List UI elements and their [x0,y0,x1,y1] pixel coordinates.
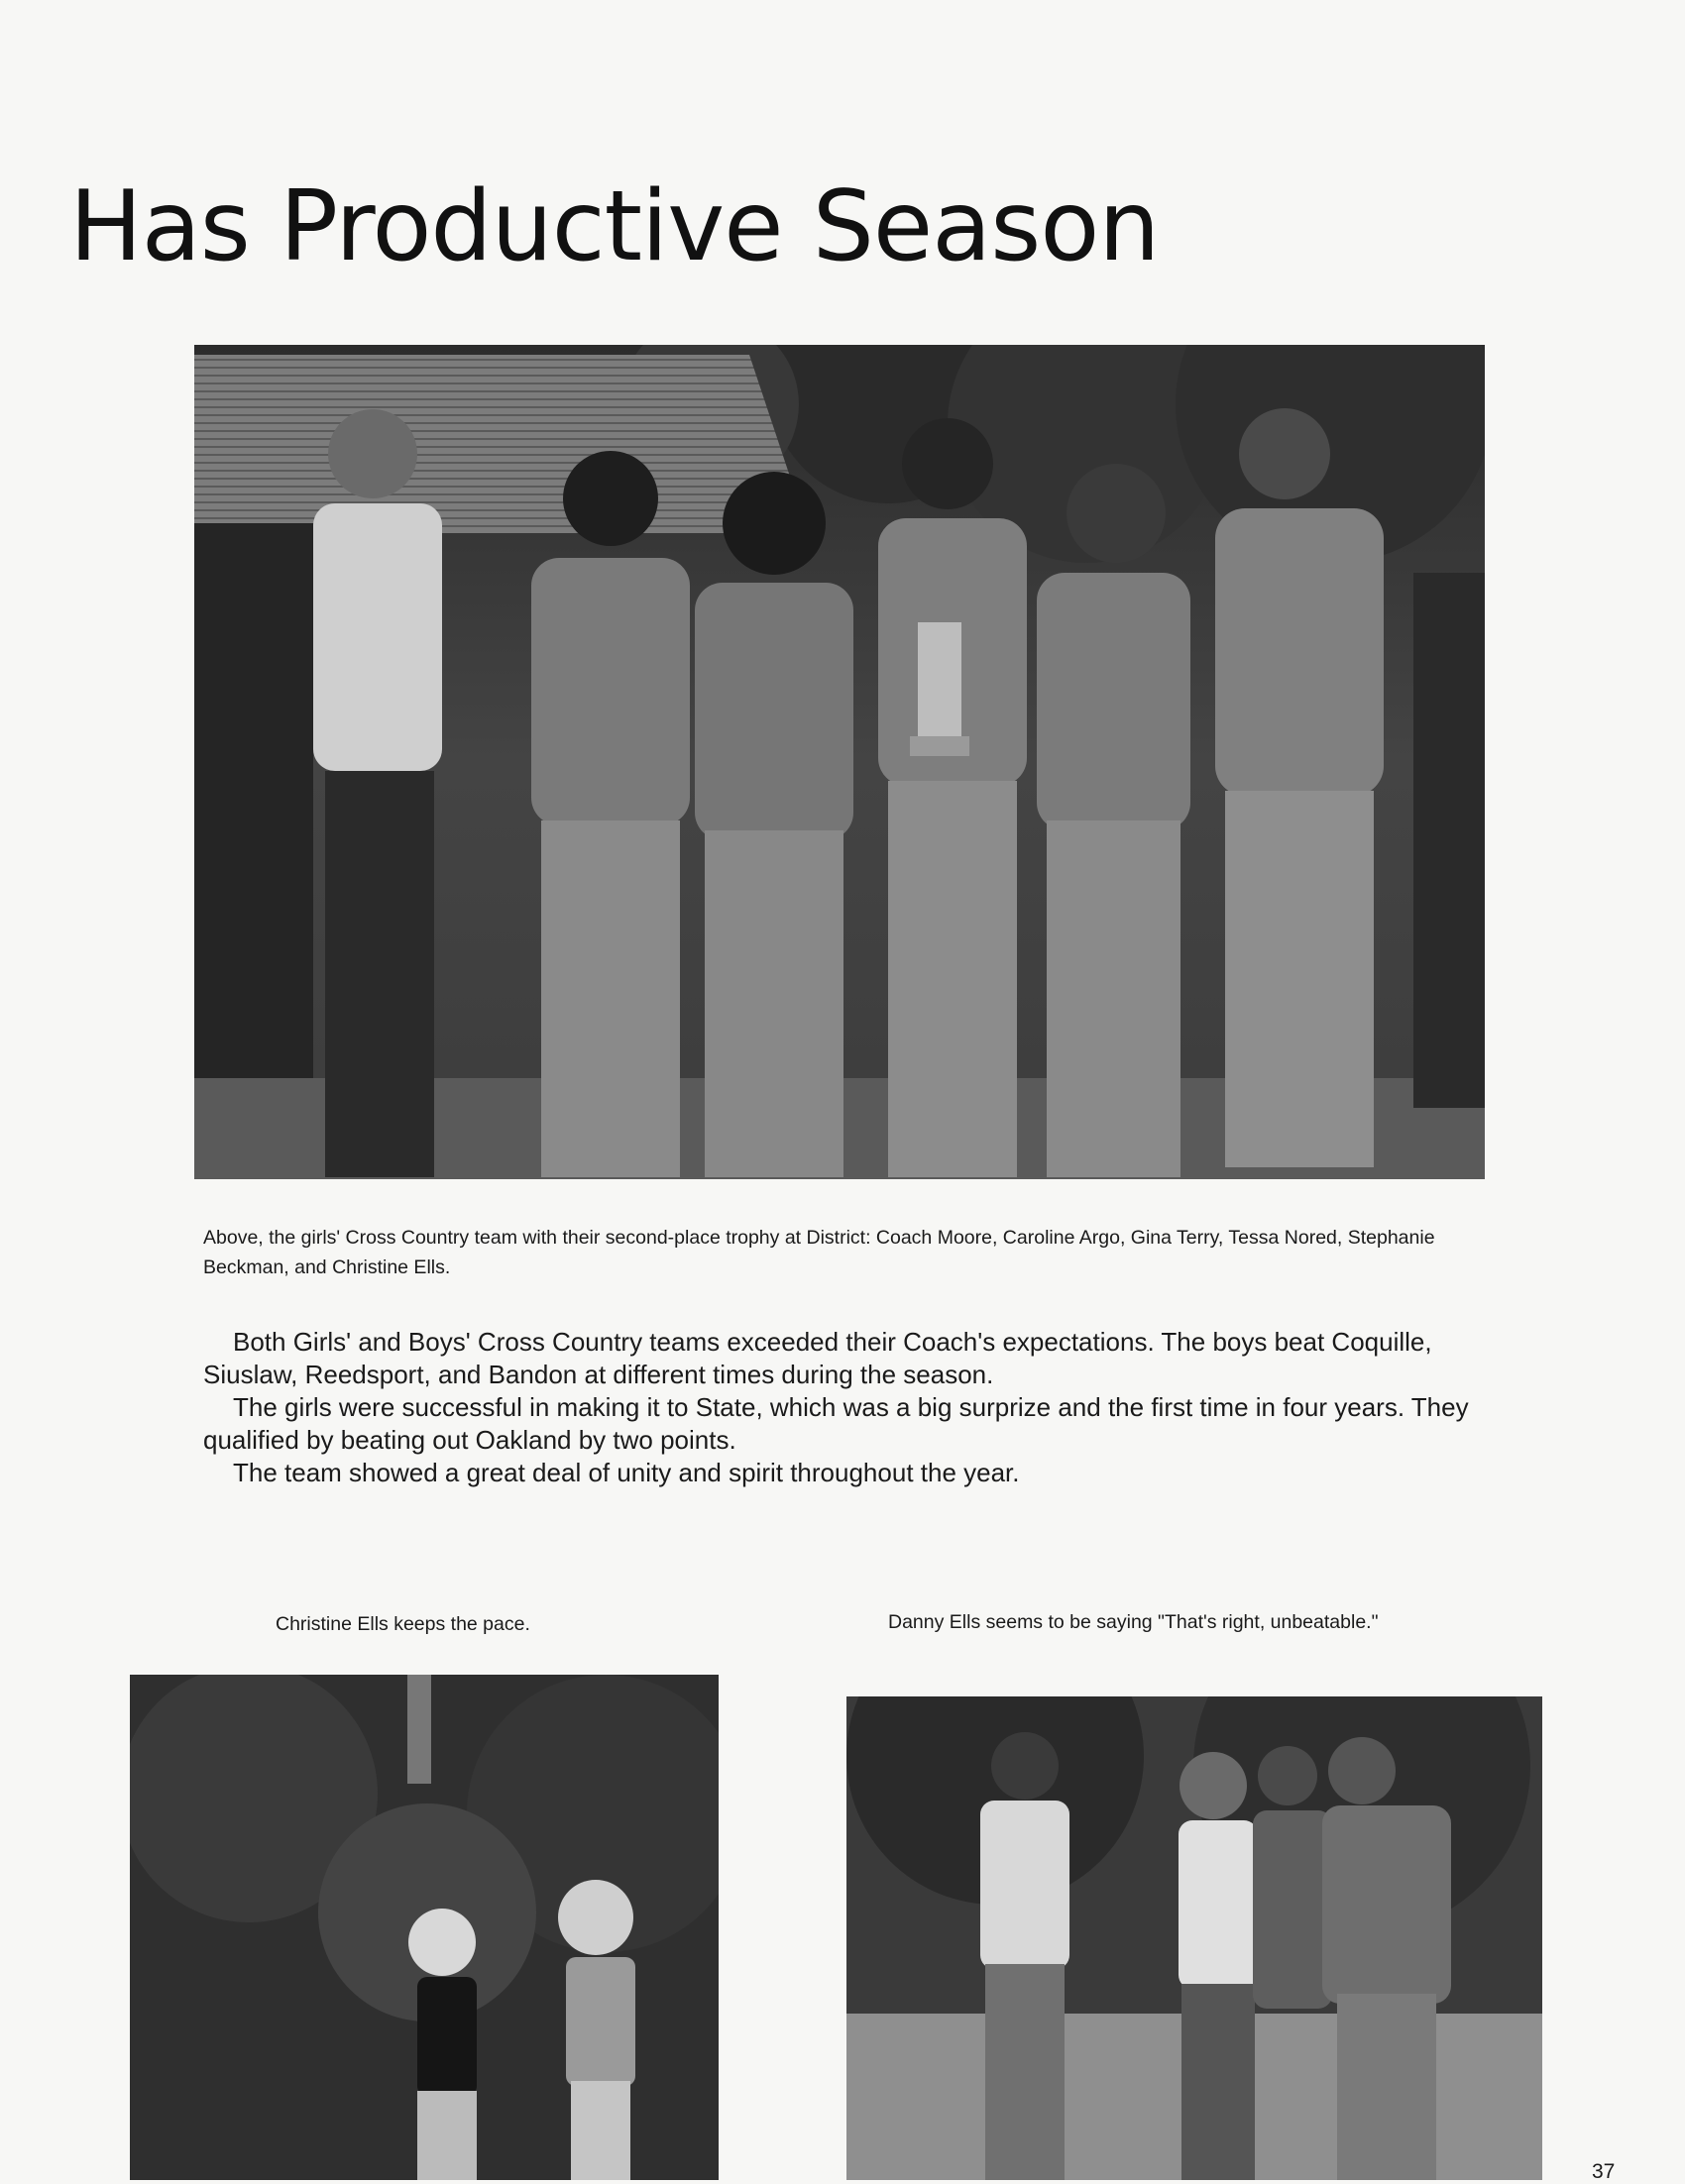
page-number: 37 [1592,2160,1616,2183]
team-trophy-photo-illustration [194,345,1485,1179]
main-photo-caption: Above, the girls' Cross Country team with their second-place trophy at District: Coach Moore, Caroline Argo, Gina Terry, Tessa Nored, Stephanie Beckman, and Christine Ells. [203,1227,1435,1278]
article-paragraph: The girls were successful in making it to State, which was a big surprize and the first time in four years. They qualified by beating out Oakland by two points. [203,1392,1469,1455]
article-paragraph: The team showed a great deal of unity and spirit throughout the year. [233,1458,1020,1487]
article-paragraph: Both Girls' and Boys' Cross Country teams exceeded their Coach's expectations. The boys beat Coquille, Siuslaw, Reedsport, and Bandon at different times during the season. [203,1327,1432,1389]
runners-photo-illustration [130,1675,719,2180]
bottom-left-photo-caption: Christine Ells keeps the pace. [276,1613,530,1635]
runners-photo [130,1675,719,2180]
bottom-right-photo-caption: Danny Ells seems to be saying "That's right, unbeatable." [888,1611,1379,1633]
danny-ells-photo-illustration [846,1696,1542,2180]
danny-ells-photo [846,1696,1542,2180]
article-body [203,1326,1482,1489]
page-headline: Has Productive Season [69,170,1160,283]
team-trophy-photo [194,345,1485,1179]
